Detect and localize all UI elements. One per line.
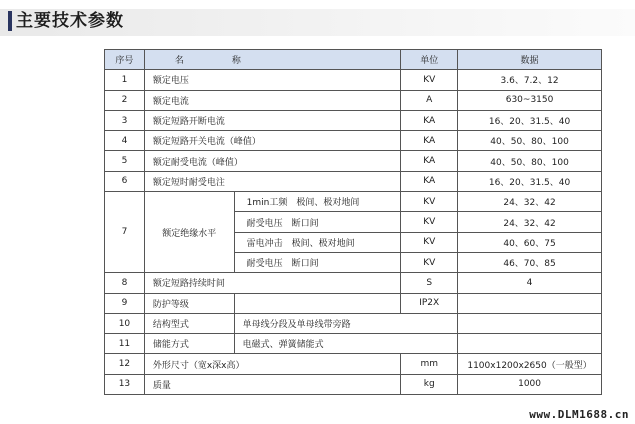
row-no: 5: [105, 151, 145, 171]
row-name: 防护等级: [144, 293, 234, 313]
row-unit: KV: [401, 70, 458, 90]
row-name: 额定短路持续时间: [144, 273, 400, 293]
row-no: 6: [105, 171, 145, 191]
row-name: 额定短路开断电流: [144, 110, 400, 130]
row-value: 24、32、42: [458, 192, 602, 212]
row-description: 单母线分段及单母线带旁路: [234, 313, 457, 333]
table-row: [105, 374, 602, 394]
heading-accent-mark: [8, 11, 12, 31]
table-row: [105, 293, 602, 313]
row-name: 额定短路开关电流（峰值）: [144, 131, 400, 151]
row-unit: KV: [401, 232, 458, 252]
row-unit: KA: [401, 151, 458, 171]
table-row: [105, 192, 602, 212]
row-value: 40、50、80、100: [458, 151, 602, 171]
table-row: [105, 273, 602, 293]
insulation-sub-label: 雷电冲击 极间、极对地间: [234, 232, 401, 252]
row-value: 4: [458, 273, 602, 293]
row-value: 1000: [458, 374, 602, 394]
row-blank: [234, 293, 401, 313]
row-unit: KA: [401, 110, 458, 130]
row-no: 10: [105, 313, 145, 333]
row-unit: mm: [401, 354, 458, 374]
row-name: 质量: [144, 374, 400, 394]
row-name: 储能方式: [144, 334, 234, 354]
row-name: 额定耐受电流（峰值）: [144, 151, 400, 171]
row-unit: KV: [401, 192, 458, 212]
row-no: 7: [105, 192, 145, 273]
row-name: 额定绝缘水平: [144, 192, 234, 273]
row-name: 结构型式: [144, 313, 234, 333]
row-value: 40、50、80、100: [458, 131, 602, 151]
row-value: 1100x1200x2650（一般型）: [458, 354, 602, 374]
row-value: 24、32、42: [458, 212, 602, 232]
table-row: [105, 90, 602, 110]
row-no: 8: [105, 273, 145, 293]
row-value: [458, 313, 602, 333]
row-unit: S: [401, 273, 458, 293]
row-name: 额定电压: [144, 70, 400, 90]
row-value: 16、20、31.5、40: [458, 110, 602, 130]
table-row: [105, 171, 602, 191]
header-name: [144, 50, 400, 70]
row-no: 12: [105, 354, 145, 374]
row-unit: A: [401, 90, 458, 110]
row-value: 46、70、85: [458, 252, 602, 272]
row-value: [458, 293, 602, 313]
row-no: 2: [105, 90, 145, 110]
row-value: 630~3150: [458, 90, 602, 110]
row-no: 11: [105, 334, 145, 354]
row-value: 16、20、31.5、40: [458, 171, 602, 191]
insulation-sub-label: 耐受电压 断口间: [234, 212, 401, 232]
row-no: 1: [105, 70, 145, 90]
row-name: 额定电流: [144, 90, 400, 110]
row-no: 4: [105, 131, 145, 151]
row-no: 9: [105, 293, 145, 313]
row-unit: KV: [401, 252, 458, 272]
row-unit: KA: [401, 131, 458, 151]
row-description: 电磁式、弹簧储能式: [234, 334, 457, 354]
header-unit: 单位: [401, 50, 458, 70]
header-data: 数据: [458, 50, 602, 70]
table-header-row: [105, 50, 602, 70]
row-unit: KV: [401, 212, 458, 232]
row-value: 40、60、75: [458, 232, 602, 252]
header-name-second: 称: [231, 56, 241, 67]
table-row: [105, 313, 602, 333]
site-watermark: www.DLM1688.cn: [529, 408, 629, 421]
row-name: 额定短时耐受电注: [144, 171, 400, 191]
table-row: [105, 131, 602, 151]
table-row: [105, 151, 602, 171]
page-title: 主要技术参数: [16, 11, 124, 31]
table-row: [105, 334, 602, 354]
row-name: 外形尺寸（宽x深x高）: [144, 354, 400, 374]
header-name-first: 名: [174, 56, 184, 67]
row-value: [458, 334, 602, 354]
insulation-sub-label: 耐受电压 断口间: [234, 252, 401, 272]
parameters-table: [104, 49, 602, 395]
row-no: 3: [105, 110, 145, 130]
insulation-sub-label: 1min工频 极间、极对地间: [234, 192, 401, 212]
row-unit: IP2X: [401, 293, 458, 313]
row-unit: KA: [401, 171, 458, 191]
table-row: [105, 70, 602, 90]
row-value: 3.6、7.2、12: [458, 70, 602, 90]
table-row: [105, 110, 602, 130]
table-row: [105, 354, 602, 374]
row-unit: kg: [401, 374, 458, 394]
header-no: 序号: [105, 50, 145, 70]
row-no: 13: [105, 374, 145, 394]
